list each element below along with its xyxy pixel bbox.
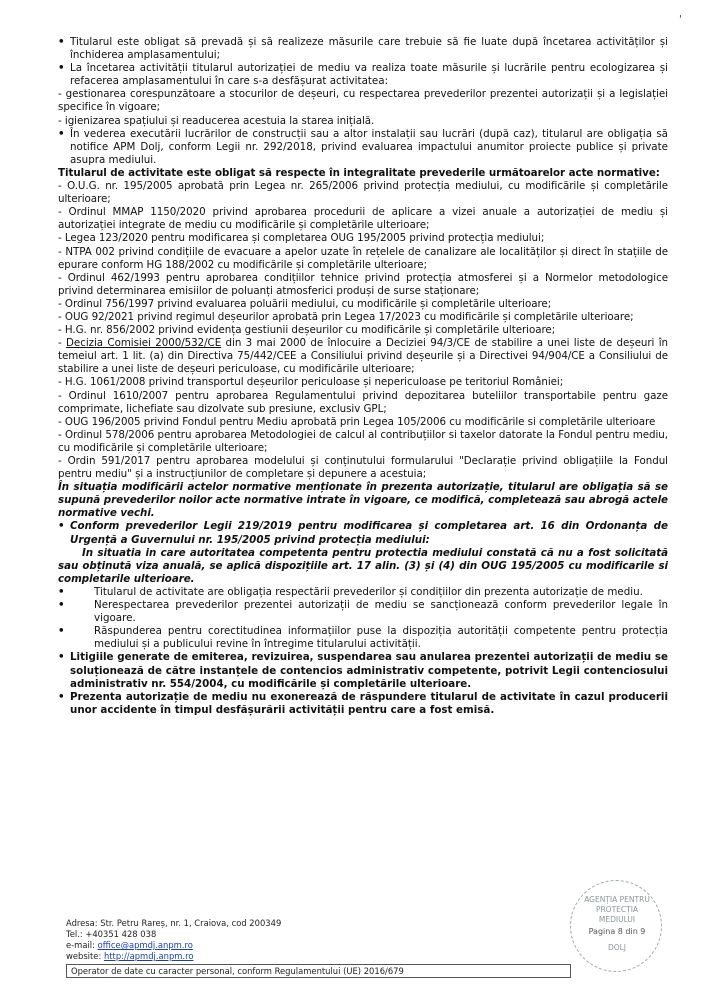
footer-tel: Tel.: +40351 428 038 (66, 929, 157, 939)
official-stamp (570, 880, 662, 972)
website-link[interactable]: http://apmdj.anpm.ro (103, 951, 194, 961)
gdpr-notice: Operator de date cu caracter personal, conform Regulamentului (UE) 2016/679 (66, 964, 571, 978)
legal-item: - igienizarea spațiului și readucerea acestuia la starea inițială. (58, 114, 375, 127)
document-body (58, 36, 668, 717)
footer-website: website: http://apmdj.anpm.ro (66, 951, 194, 961)
paragraph-text: Litigiile generate de emiterea, revizuirea, suspendarea sau anularea prezentei autorizații de mediu se soluționează de către instanțele de contencios administrativ competente, potrivit Legii contenciosului administrativ nr. 554/2004, cu modificările și completările ulterioare. (70, 651, 668, 690)
bullet-paragraph (58, 586, 668, 599)
legal-item: - OUG 196/2005 privind Fondul pentru Mediu aprobată prin Legea 105/2006 cu modificările si completările ulterioare (58, 415, 656, 428)
legal-item (58, 337, 668, 376)
bullet-icon: • (58, 690, 65, 703)
bullet-paragraph (58, 128, 668, 167)
decizia-link[interactable]: Decizia Comisiei 2000/532/CE (66, 337, 222, 350)
legal-item: - NTPA 002 privind condițiile de evacuare a apelor uzate în rețelele de canalizare ale localităților și direct în stațiile de epurare conform HG 188/2002 cu modificările și completările ulterioare; (58, 245, 668, 271)
page-number: Pagina 8 din 9 (588, 927, 646, 936)
paragraph-text: Nerespectarea prevederilor prezentei autorizații de mediu se sancționează conform prevederilor legale în vigoare. (94, 599, 668, 625)
bullet-icon: • (58, 651, 65, 664)
legal-item: - Legea 123/2020 pentru modificarea și completarea OUG 195/2005 privind protecția mediului; (58, 232, 545, 245)
paragraph-text: La încetarea activității titularul autorizației de mediu va realiza toate măsurile și lucrările pentru ecologizarea și refacerea amplasamentului în care s-a desfășurat activitatea: (70, 62, 668, 88)
paragraph-text: Conform prevederilor Legii 219/2019 pentru modificarea și completarea art. 16 din Ordonanța de Urgență a Guvernului nr. 195/2005 privind protecția mediului: (70, 520, 668, 546)
legal-item: - Ordinul 1610/2007 pentru aprobarea Regulamentului privind depozitarea buteliilor transportabile pentru gaze comprimate, lichefiate sau dizolvate sub presiune, exclusiv GPL; (58, 389, 668, 415)
prefix: - (58, 337, 67, 350)
bullet-paragraph (58, 520, 668, 546)
footer-email: e-mail: office@apmdj.anpm.ro (66, 940, 193, 950)
bullet-paragraph (58, 62, 668, 88)
paragraph-text: Răspunderea pentru corectitudinea informațiilor puse la dispoziția autorității competente pentru protecția mediului și a publicului revine în întregime titularului activității. (94, 625, 668, 651)
paragraph: În situația modificării actelor normative menționate în prezenta autorizație, titularul are obligația să se supună prevederilor noilor acte normative intrate în vigoare, ce modifică, completează sau abrogă actele normative vechi. (58, 481, 668, 520)
corner-mark: ' (679, 14, 682, 25)
bullet-paragraph (58, 625, 668, 651)
bullet-icon: • (58, 62, 65, 75)
paragraph-text: Prezenta autorizație de mediu nu exonerează de răspundere titularul de activitate în cazul producerii unor accidente în timpul desfășurării activității pentru care a fost emisă. (70, 690, 668, 716)
paragraph-text: Titularul de activitate are obligația respectării prevederilor și condițiilor din prezenta autorizație de mediu. (94, 585, 643, 598)
bullet-icon: • (58, 520, 65, 533)
legal-item: - O.U.G. nr. 195/2005 aprobată prin Legea nr. 265/2006 privind protecția mediului, cu modificările și completările ulterioare; (58, 180, 668, 206)
bullet-icon: • (58, 585, 65, 598)
bullet-paragraph (58, 599, 668, 625)
bullet-icon: • (58, 599, 65, 612)
legal-item: - OUG 92/2021 privind regimul deșeurilor aprobată prin Legea 17/2023 cu modificările și completările ulterioare; (58, 310, 634, 323)
legal-item: - Ordinul 756/1997 privind evaluarea poluării mediului, cu modificările și completările ulterioare; (58, 297, 552, 310)
legal-item: - Ordin 591/2017 pentru aprobarea modelului și conținutului formularului "Declarație privind obligațiile la Fondul pentru mediu" și a instrucțiunilor de completare și depunere a acestuia; (58, 455, 668, 481)
bullet-icon: • (58, 36, 65, 48)
paragraph-text: În vederea executării lucrărilor de construcții sau a altor instalații sau lucrări (după caz), titularul are obligația să notifice APM Dolj, conform Legii nr. 292/2018, privind evaluarea impactului anumitor proiecte publice și private asupra mediului. (70, 127, 668, 166)
legal-item: - Ordinul 578/2006 pentru aprobarea Metodologiei de calcul al contribuțiilor si taxelor datorate la Fondul pentru mediu, cu modificările și completările ulterioare; (58, 428, 668, 454)
paragraph: Titularul de activitate este obligat să respecte în integralitate prevederile următoarelor acte normative: (58, 166, 660, 179)
legal-item: - H.G. 1061/2008 privind transportul deșeurilor periculoase și nepericuloase pe teritoriul României; (58, 376, 564, 389)
footer-contact (66, 918, 566, 962)
footer-address: Adresa: Str. Petru Rareș, nr. 1, Craiova, cod 200349 (66, 918, 282, 928)
paragraph-text: din 3 mai 2000 de înlocuire a Deciziei 94/3/CE de stabilire a unei liste de deșeuri în temeiul art. 1 lit. (a) din Directiva 75/442/CEE a Consiliului privind deșeurile și a Directivei 94/904/CE a Consiliului de stabilire a unei liste de deșeuri periculoase, cu modificările ulterioare; (58, 337, 669, 376)
legal-item: - gestionarea corespunzătoare a stocurilor de deșeuri, cu respectarea prevederilor prezentei autorizații și a legislației specifice în vigoare; (58, 88, 668, 114)
legal-item: - Ordinul 462/1993 pentru aprobarea condițiilor tehnice privind protecția atmosferei și a Normelor metodologice privind determinarea emisiilor de poluanți atmosferici produși de surse staționare; (58, 271, 668, 297)
bullet-paragraph (58, 651, 668, 690)
legal-item: - Ordinul MMAP 1150/2020 privind aprobarea procedurii de aplicare a vizei anuale a autorizației de mediu și autorizației integrate de mediu cu modificările și completările ulterioare; (58, 206, 668, 232)
paragraph: In situatia in care autoritatea competenta pentru protectia mediului constată că nu a fost solicitată sau obținută viza anuală, se aplică dispozițiile art. 17 alin. (3) și (4) din OUG 195/2005 cu modificarile si completarile ulterioare. (58, 546, 668, 585)
stamp-top-text: AGENȚIA PENTRU PROTECȚIA MEDIULUI (584, 895, 650, 924)
bullet-paragraph (58, 691, 668, 717)
stamp-bottom-text: DOLJ (607, 943, 627, 952)
paragraph-text: Titularul este obligat să prevadă și să realizeze măsurile care trebuie să fie luate după încetarea activităților și închiderea amplasamentului; (70, 36, 668, 62)
bullet-icon: • (58, 127, 65, 140)
email-link[interactable]: office@apmdj.anpm.ro (97, 940, 193, 950)
bullet-paragraph (58, 36, 668, 62)
legal-item: - H.G. nr. 856/2002 privind evidența gestiunii deșeurilor cu modificările și completările ulterioare; (58, 324, 556, 337)
bullet-icon: • (58, 625, 65, 638)
